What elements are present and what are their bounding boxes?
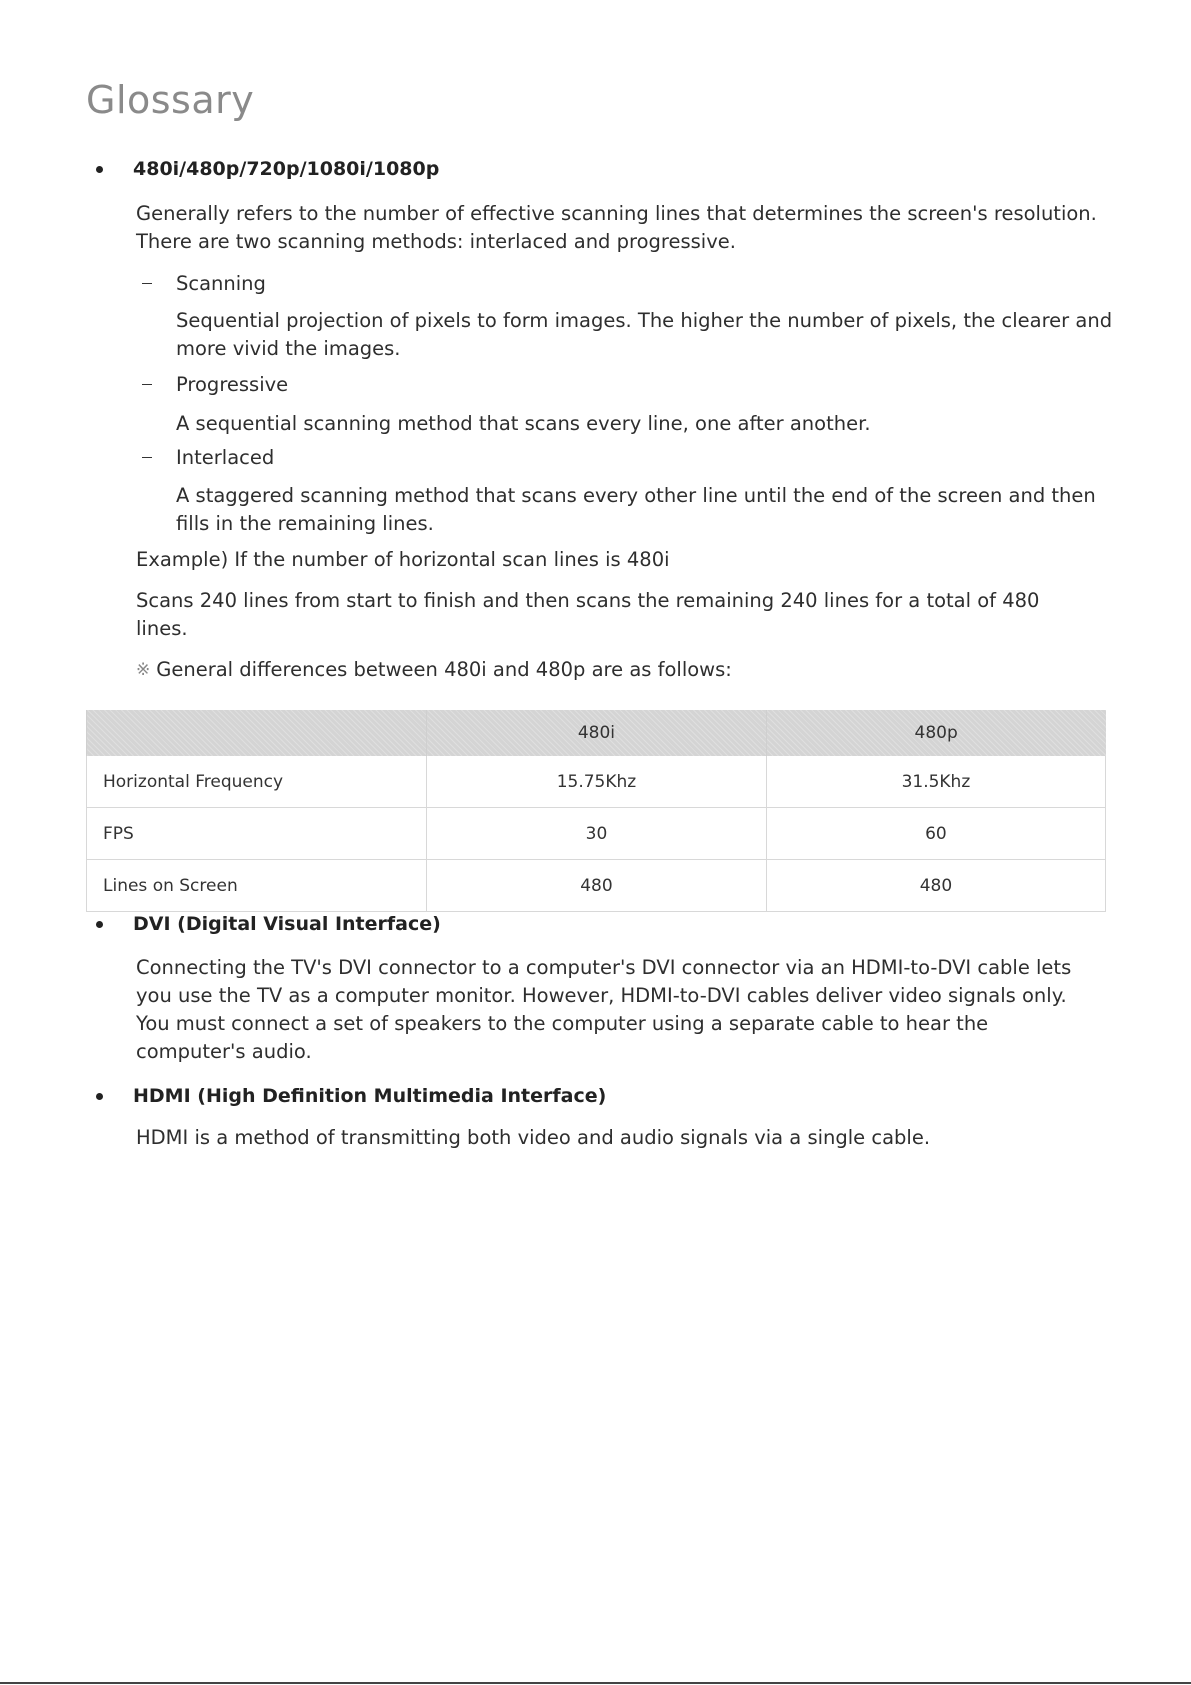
page-title: Glossary (86, 78, 255, 122)
table-cell: 480 (427, 860, 767, 912)
note-text: General differences between 480i and 480p are as follows: (156, 658, 732, 681)
sub-term-definition: A sequential scanning method that scans every line, one after another. (176, 412, 871, 435)
bullet-icon (96, 921, 103, 928)
example-detail: Scans 240 lines from start to finish and then scans the remaining 240 lines for a total of 480 lines. (136, 589, 1040, 640)
sub-term-label: Progressive (176, 373, 289, 396)
bullet-icon (96, 1093, 103, 1100)
sub-term-progressive (142, 373, 288, 396)
table-row (87, 756, 1106, 808)
glossary-term: DVI (Digital Visual Interface) (133, 913, 441, 935)
sub-term-definition: Sequential projection of pixels to form images. The higher the number of pixels, the clearer and more vivid the images. (176, 309, 1113, 360)
table-cell: 60 (766, 808, 1105, 860)
dash-icon (142, 457, 152, 458)
note-icon: ※ (136, 659, 151, 680)
sub-term-definition: A staggered scanning method that scans every other line until the end of the screen and then fills in the remaining lines. (176, 484, 1096, 535)
glossary-definition: Generally refers to the number of effective scanning lines that determines the screen's resolution. There are two scanning methods: interlaced and progressive. (136, 202, 1097, 253)
table-cell: 480 (766, 860, 1105, 912)
table-cell: FPS (87, 808, 427, 860)
table-header-cell (87, 710, 427, 756)
table-header-cell: 480p (766, 710, 1105, 756)
glossary-term: 480i/480p/720p/1080i/1080p (133, 158, 440, 180)
sub-term-label: Scanning (176, 272, 266, 295)
table-cell: 15.75Khz (427, 756, 767, 808)
example-line: Example) If the number of horizontal scan lines is 480i (136, 548, 670, 571)
table-header-row (87, 710, 1106, 756)
table-header-cell: 480i (427, 710, 767, 756)
glossary-definition: Connecting the TV's DVI connector to a computer's DVI connector via an HDMI-to-DVI cable lets you use the TV as a computer monitor. However, HDMI-to-DVI cables deliver video signals only. You must connect a set of speakers to the computer using a separate cable to hear the computer's audio. (136, 956, 1072, 1063)
dash-icon (142, 283, 152, 284)
glossary-term: HDMI (High Definition Multimedia Interface) (133, 1085, 607, 1107)
table-row (87, 808, 1106, 860)
glossary-entry-hdmi (96, 1085, 606, 1107)
glossary-entry-dvi (96, 913, 441, 935)
table-row (87, 860, 1106, 912)
page-bottom-rule (0, 1682, 1191, 1684)
table-cell: Horizontal Frequency (87, 756, 427, 808)
glossary-entry-resolution (96, 158, 439, 180)
comparison-table (86, 710, 1106, 912)
sub-term-scanning (142, 272, 266, 295)
table-cell: 31.5Khz (766, 756, 1105, 808)
sub-term-label: Interlaced (176, 446, 275, 469)
glossary-definition: HDMI is a method of transmitting both video and audio signals via a single cable. (136, 1126, 931, 1149)
sub-term-interlaced (142, 446, 274, 469)
table-cell: 30 (427, 808, 767, 860)
bullet-icon (96, 166, 103, 173)
dash-icon (142, 384, 152, 385)
table-cell: Lines on Screen (87, 860, 427, 912)
note-line (136, 658, 732, 681)
